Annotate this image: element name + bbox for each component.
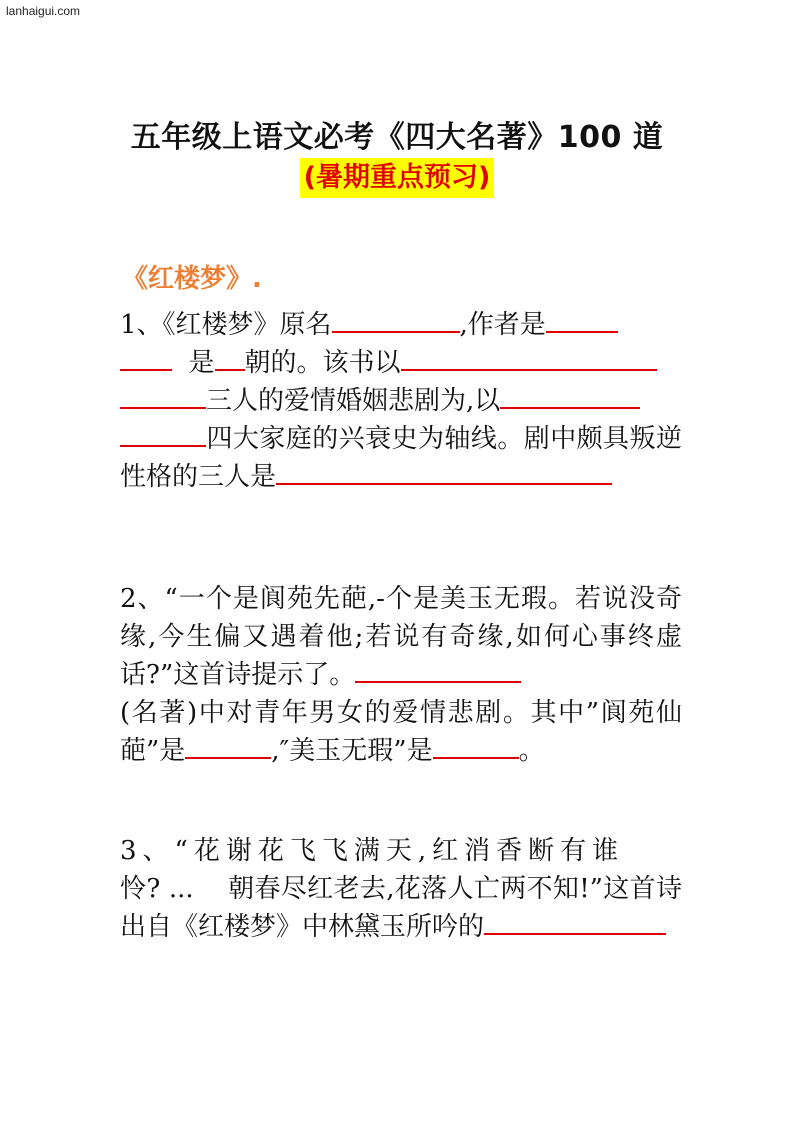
q2-blank-flower[interactable] bbox=[185, 733, 271, 759]
question-1 bbox=[120, 306, 682, 496]
q1-is-text: 是 bbox=[172, 348, 215, 378]
question-2 bbox=[120, 580, 682, 770]
q2-blank-book[interactable] bbox=[355, 657, 521, 683]
q3-line2: 怜? ... 朝春尽红老去,花落人亡两不知!”这首诗出自《红楼梦》中林黛玉所吟的 bbox=[120, 874, 682, 942]
q1-blank-family-a[interactable] bbox=[500, 383, 640, 409]
question-3 bbox=[120, 832, 682, 946]
q2-blank-jade[interactable] bbox=[433, 733, 519, 759]
page-subtitle: (暑期重点预习) bbox=[300, 158, 495, 198]
site-watermark: lanhaigui.com bbox=[6, 4, 81, 18]
q1-blank-author-b[interactable] bbox=[120, 345, 172, 371]
q1-blank-original-name[interactable] bbox=[332, 307, 460, 333]
q2-end-text: 。 bbox=[518, 736, 545, 766]
q1-blank-love-a[interactable] bbox=[401, 345, 657, 371]
q3-line1: 3、“花谢花飞飞满天,红消香断有谁 bbox=[120, 836, 625, 866]
q1-blank-dynasty[interactable] bbox=[215, 345, 245, 371]
section-heading: 《红楼梦》. bbox=[122, 264, 262, 294]
q2-mid-text: ,″美玉无瑕”是 bbox=[271, 736, 433, 766]
q1-love-text: 三人的爱情婚姻悲剧为,以 bbox=[206, 386, 501, 416]
q1-author-text: ,作者是 bbox=[459, 310, 546, 340]
q1-dynasty-text: 朝的。该书以 bbox=[244, 348, 401, 378]
q2-line1: 2、“一个是阆苑先葩,-个是美玉无瑕。若说没奇缘,今生偏又遇着他;若说有奇缘,如何心事终虚话?”这首诗提示了。 bbox=[120, 584, 682, 690]
q1-family-text: 四大家庭的兴衰史为轴线。剧中颇具叛逆性格的三人是 bbox=[120, 424, 682, 492]
subtitle-container bbox=[0, 158, 794, 198]
page-title: 五年级上语文必考《四大名著》100 道 bbox=[130, 120, 664, 155]
q1-blank-author-a[interactable] bbox=[546, 307, 618, 333]
q2-book-text: (名著)中对青年男女的爱情悲剧。其中”阆苑仙葩”是 bbox=[120, 698, 682, 766]
q1-blank-rebels[interactable] bbox=[276, 459, 612, 485]
q1-prefix: 1、《红楼梦》原名 bbox=[120, 310, 332, 340]
q1-blank-love-b[interactable] bbox=[120, 383, 206, 409]
q1-blank-family-b[interactable] bbox=[120, 421, 206, 447]
q3-blank-poem[interactable] bbox=[484, 909, 666, 935]
